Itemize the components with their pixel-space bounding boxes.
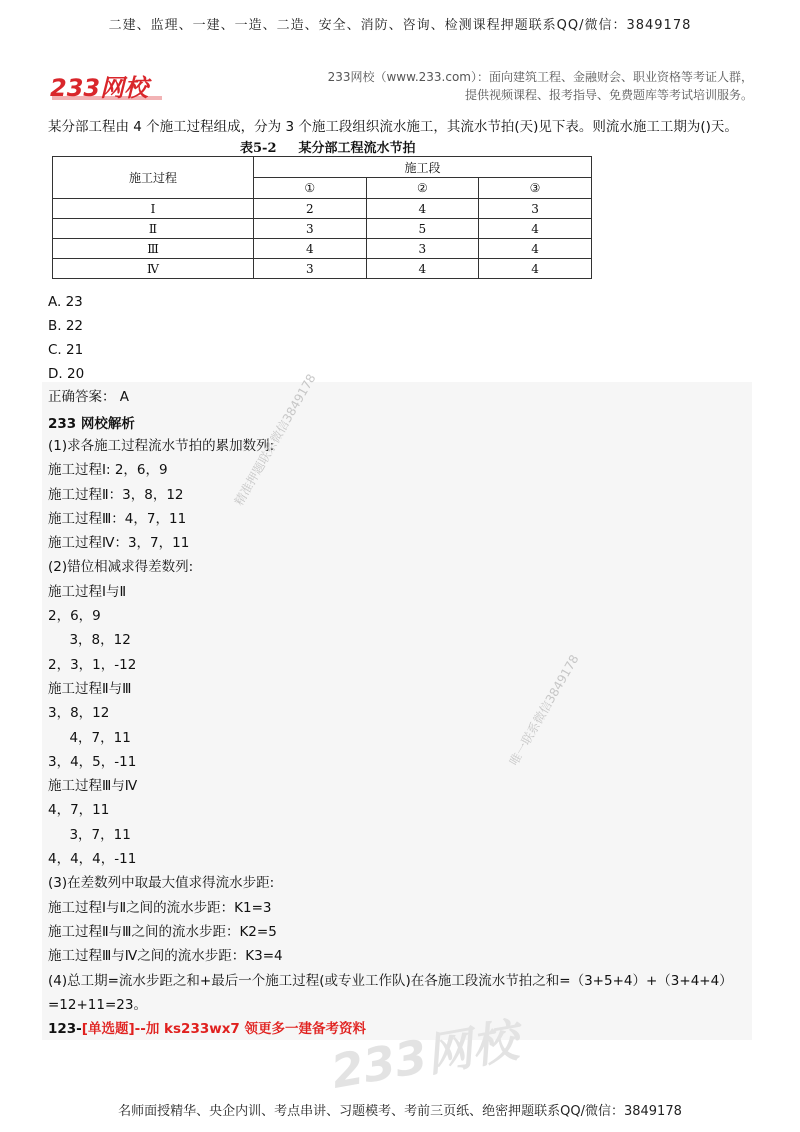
process-name: Ⅲ	[53, 239, 254, 259]
segment-header: ①	[254, 178, 367, 199]
analysis-body	[48, 434, 758, 1017]
correct-answer: 正确答案： A	[48, 389, 130, 405]
analysis-line: 施工过程Ⅰ与Ⅱ之间的流水步距：K1=3	[48, 899, 272, 916]
analysis-line: (3)在差数列中取最大值求得流水步距:	[48, 875, 275, 892]
table-cell: 4	[479, 239, 592, 259]
site-logo	[48, 68, 166, 104]
table-cell: 3	[479, 199, 592, 219]
analysis-line: (4)总工期=流水步距之和+最后一个施工过程(或专业工作队)在各施工段流水节拍之和=（3+5+4）+（3+4+4）	[48, 972, 733, 989]
intro-line: 233网校（www.233.com）：面向建筑工程、金融财会、职业资格等考证人群，	[327, 70, 753, 84]
analysis-line: 3，8，12	[48, 705, 110, 722]
option-c[interactable]: C. 21	[48, 342, 84, 358]
site-intro	[328, 68, 753, 104]
table-cell: 4	[366, 259, 479, 279]
table-row	[53, 239, 592, 259]
watermark-text: 唯一联系微信3849178	[506, 652, 582, 768]
segment-header: ②	[366, 178, 479, 199]
segment-header: ③	[479, 178, 592, 199]
table-cell: 5	[366, 219, 479, 239]
analysis-line: 4，4，4，-11	[48, 851, 137, 868]
table-header-process: 施工过程	[53, 157, 254, 199]
logo-text: 233网校	[50, 74, 149, 102]
analysis-line: 施工过程Ⅲ：4，7，11	[48, 510, 187, 527]
analysis-line: 施工过程Ⅰ: 2，6，9	[48, 462, 168, 479]
table-cell: 3	[254, 259, 367, 279]
table-cell: 2	[254, 199, 367, 219]
promo-text: [单选题]--加 ks233wx7 领更多一建备考资料	[81, 1021, 367, 1037]
watermark-text: 精准押题联系微信3849178	[231, 371, 319, 508]
analysis-line: 3，4，5，-11	[48, 753, 137, 770]
table-header-segment: 施工段	[254, 157, 592, 178]
option-a[interactable]: A. 23	[48, 294, 83, 310]
analysis-line: 4，7，11	[48, 802, 110, 819]
option-d[interactable]: D. 20	[48, 366, 85, 382]
analysis-line: 2，3，1，-12	[48, 656, 137, 673]
intro-line: 提供视频课程、报考指导、免费题库等考试培训服务。	[464, 88, 753, 102]
table-cell: 4	[479, 259, 592, 279]
analysis-line: 3，8，12	[48, 632, 131, 649]
analysis-line: 施工过程Ⅲ与Ⅳ之间的流水步距：K3=4	[48, 948, 283, 965]
process-name: Ⅳ	[53, 259, 254, 279]
options-list	[48, 290, 84, 386]
top-banner: 二建、监理、一建、一造、二造、安全、消防、咨询、检测课程押题联系QQ/微信：3849178	[108, 18, 692, 33]
option-b[interactable]: B. 22	[48, 318, 84, 334]
table-caption	[240, 137, 416, 156]
analysis-line: (1)求各施工过程流水节拍的累加数列:	[48, 438, 275, 454]
page-footer: 名师面授精华、央企内训、考点串讲、习题模考、考前三页纸、绝密押题联系QQ/微信：3849178	[118, 1104, 682, 1119]
analysis-line: 施工过程Ⅳ：3，7，11	[48, 535, 190, 552]
analysis-line: =12+11=23。	[48, 996, 147, 1013]
analysis-line: 施工过程Ⅱ：3，8，12	[48, 486, 184, 503]
rhythm-table	[52, 156, 592, 279]
table-row	[53, 199, 592, 219]
table-row	[53, 219, 592, 239]
question-text: 某分部工程由 4 个施工过程组成，分为 3 个施工段组织流水施工，其流水节拍(天)见下表。则流水施工工期为()天。	[48, 119, 738, 135]
table-cell: 3	[254, 219, 367, 239]
logo-underline	[52, 96, 162, 100]
analysis-line: 施工过程Ⅱ与Ⅲ	[48, 680, 132, 697]
table-cell: 4	[366, 199, 479, 219]
analysis-line: 4，7，11	[48, 729, 131, 746]
analysis-line: (2)错位相减求得差数列:	[48, 559, 194, 576]
watermark-logo: 233网校	[327, 1013, 522, 1099]
process-name: Ⅱ	[53, 219, 254, 239]
analysis-title: 233 网校解析	[48, 416, 135, 432]
question-number: 123-	[48, 1021, 82, 1037]
table-cell: 4	[254, 239, 367, 259]
process-name: Ⅰ	[53, 199, 254, 219]
analysis-line: 施工过程Ⅲ与Ⅳ	[48, 778, 138, 795]
table-caption-number: 表5-2	[240, 141, 277, 156]
analysis-line: 施工过程Ⅱ与Ⅲ之间的流水步距：K2=5	[48, 923, 277, 940]
table-cell: 3	[366, 239, 479, 259]
table-cell: 4	[479, 219, 592, 239]
table-row	[53, 259, 592, 279]
analysis-line: 3，7，11	[48, 826, 131, 843]
table-caption-title: 某分部工程流水节拍	[298, 141, 416, 156]
next-question-promo	[48, 1017, 366, 1037]
analysis-line: 施工过程Ⅰ与Ⅱ	[48, 583, 127, 600]
analysis-line: 2，6，9	[48, 608, 101, 625]
page-header	[48, 62, 753, 108]
